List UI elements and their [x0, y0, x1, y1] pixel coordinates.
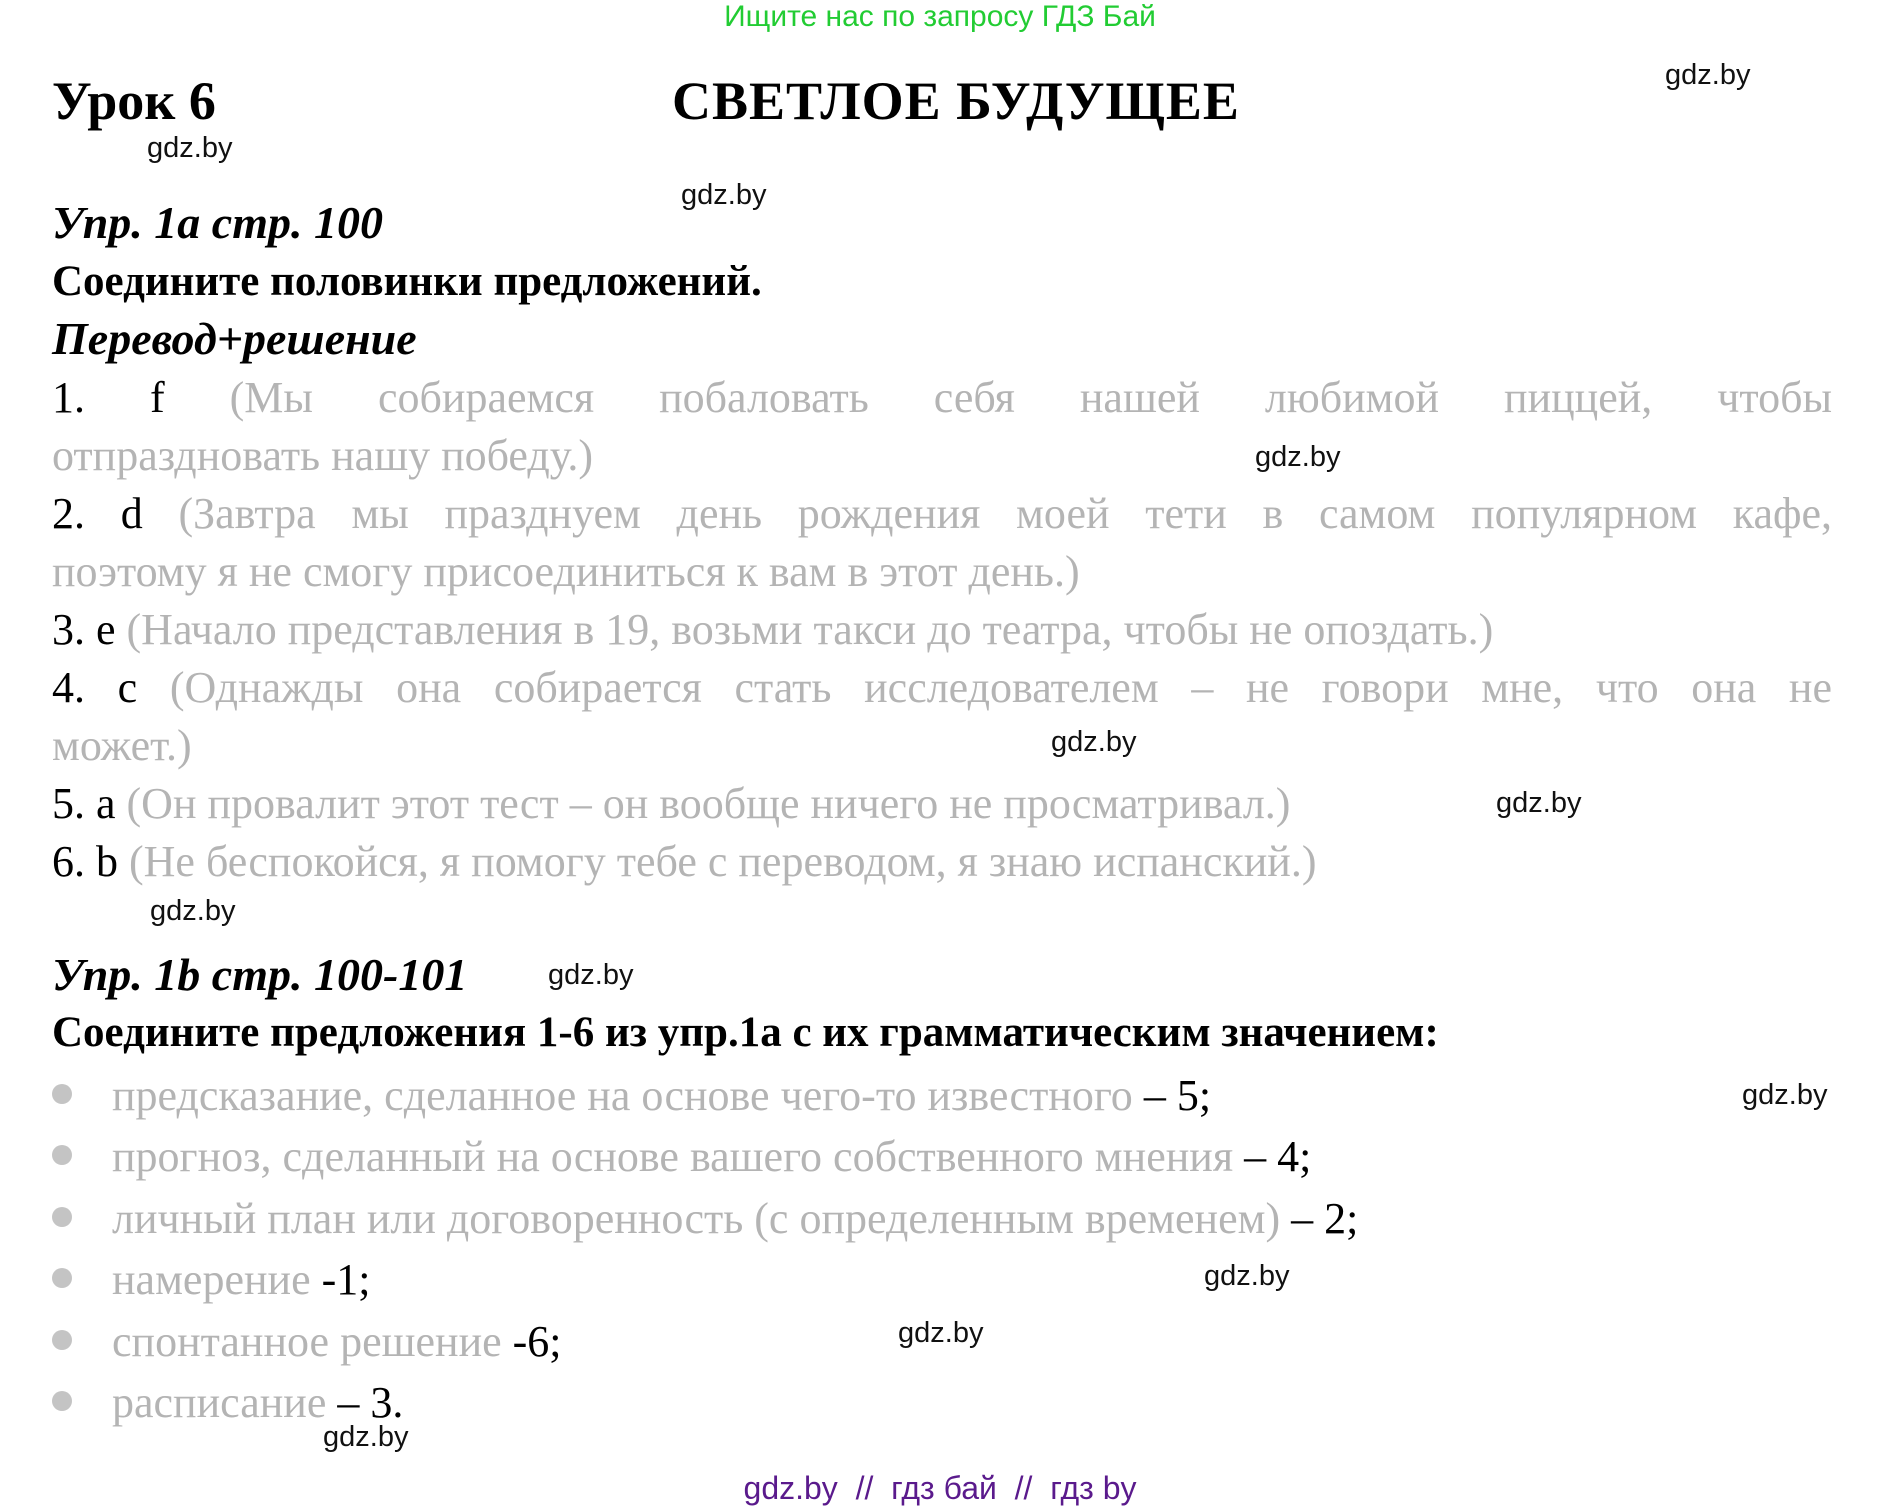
watermark: gdz.by	[1204, 1260, 1290, 1292]
answer-translation: (Завтра мы празднуем день рождения моей тети в самом популярном кафе,	[178, 489, 1833, 538]
answer-4-line2: может.)	[52, 721, 192, 770]
bullet-icon	[52, 1207, 72, 1227]
answer-1-line1: 1. f (Мы собираемся побаловать себя нашей любимой пиццей, чтобы	[52, 373, 1833, 422]
watermark: gdz.by	[1496, 787, 1582, 819]
answer-translation: (Начало представления в 19, возьми такси до театра, чтобы не опоздать.)	[126, 605, 1494, 654]
page-title: СВЕТЛОЕ БУДУЩЕЕ	[672, 71, 1240, 131]
bullet-icon	[52, 1084, 72, 1104]
watermark: gdz.by	[1051, 726, 1137, 758]
footer-links: gdz.by // гдз бай // гдз by	[743, 1470, 1137, 1506]
bullet-icon	[52, 1268, 72, 1288]
list-item: предсказание, сделанное на основе чего-то известного – 5;	[52, 1074, 1211, 1118]
lesson-number: Урок 6	[52, 71, 216, 131]
answer-translation: (Не беспокойся, я помогу тебе с переводом, я знаю испанский.)	[129, 837, 1317, 886]
watermark: gdz.by	[548, 959, 634, 991]
watermark: gdz.by	[1742, 1079, 1828, 1111]
answer-translation: (Однажды она собирается стать исследователем – не говори мне, что она не	[169, 663, 1833, 712]
watermark: gdz.by	[898, 1317, 984, 1349]
answer-letter: d	[120, 489, 143, 538]
answer-letter: f	[150, 373, 165, 422]
list-item: расписание – 3.	[52, 1381, 403, 1425]
watermark: gdz.by	[681, 179, 767, 211]
watermark: gdz.by	[323, 1421, 409, 1453]
answer-5-line1: 5. a (Он провалит этот тест – он вообще ничего не просматривал.)	[52, 779, 1291, 828]
answer-translation: (Мы собираемся побаловать себя нашей любимой пиццей, чтобы	[229, 373, 1833, 422]
answer-letter: e	[96, 605, 116, 654]
answer-translation: (Он провалит этот тест – он вообще ничего не просматривал.)	[126, 779, 1291, 828]
answer-letter: c	[117, 663, 138, 712]
watermark: gdz.by	[147, 132, 233, 164]
exercise-1a-task: Соедините половинки предложений.	[52, 258, 762, 305]
watermark: gdz.by	[1665, 59, 1751, 91]
answer-4-line1: 4. c (Однажды она собирается стать исследователем – не говори мне, что она не	[52, 663, 1833, 712]
exercise-1b-task: Соедините предложения 1-6 из упр.1а с их грамматическим значением:	[52, 1009, 1439, 1056]
answer-1-line2: отпраздновать нашу победу.)	[52, 431, 594, 480]
list-item: личный план или договоренность (с определенным временем) – 2;	[52, 1197, 1358, 1241]
list-item: намерение -1;	[52, 1258, 371, 1302]
watermark: gdz.by	[150, 895, 236, 927]
bullet-icon	[52, 1145, 72, 1165]
exercise-1a-heading: Упр. 1а стр. 100	[52, 197, 384, 248]
answer-3-line1: 3. e (Начало представления в 19, возьми такси до театра, чтобы не опоздать.)	[52, 605, 1494, 654]
watermark: gdz.by	[1255, 441, 1341, 473]
answer-letter: a	[96, 779, 116, 828]
bullet-icon	[52, 1330, 72, 1350]
answer-2-line1: 2. d (Завтра мы празднуем день рождения моей тети в самом популярном кафе,	[52, 489, 1833, 538]
answer-letter: b	[96, 837, 118, 886]
answer-2-line2: поэтому я не смогу присоединиться к вам в этот день.)	[52, 547, 1080, 596]
answer-6-line1: 6. b (Не беспокойся, я помогу тебе с переводом, я знаю испанский.)	[52, 837, 1317, 886]
exercise-1a-subheading: Перевод+решение	[52, 313, 417, 364]
bullet-icon	[52, 1391, 72, 1411]
exercise-1b-heading: Упр. 1b стр. 100-101	[52, 949, 468, 1000]
search-banner: Ищите нас по запросу ГДЗ Бай	[724, 0, 1156, 33]
list-item: спонтанное решение -6;	[52, 1320, 562, 1364]
list-item: прогноз, сделанный на основе вашего собственного мнения – 4;	[52, 1135, 1311, 1179]
